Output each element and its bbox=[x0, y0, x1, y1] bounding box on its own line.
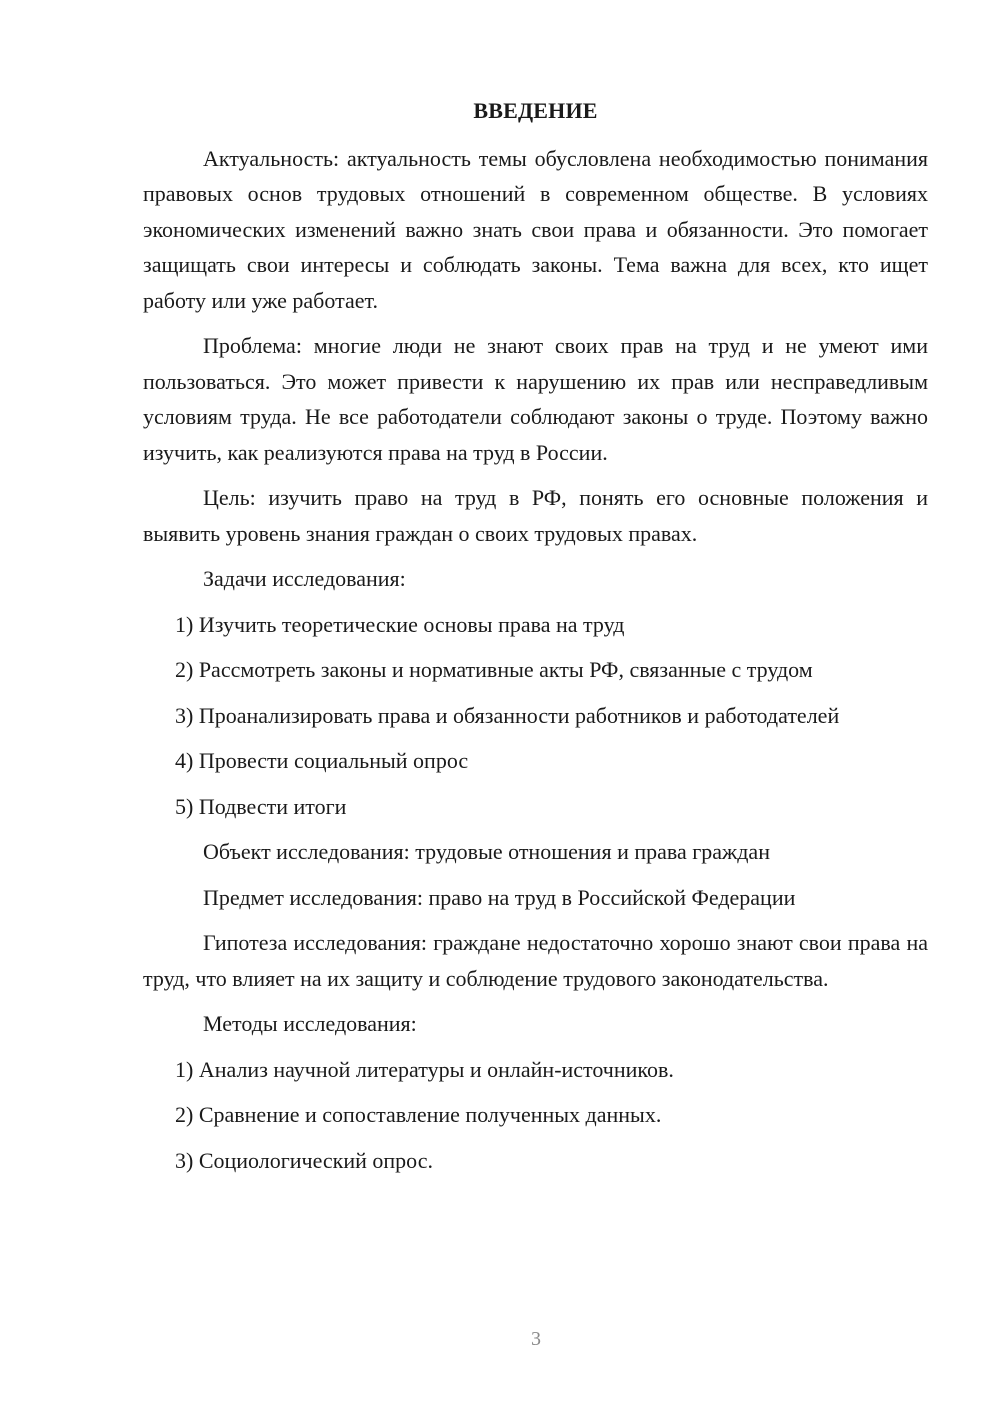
method-item: 1) Анализ научной литературы и онлайн-источников. bbox=[175, 1056, 674, 1082]
document-body bbox=[143, 93, 928, 1188]
methods-heading: Методы исследования: bbox=[203, 1011, 417, 1036]
research-subject: Предмет исследования: право на труд в Российской Федерации bbox=[203, 884, 796, 910]
paragraph-goal: Цель: изучить право на труд в РФ, понять его основные положения и выявить уровень знания граждан о своих трудовых правах. bbox=[143, 485, 928, 546]
section-title: ВВЕДЕНИЕ bbox=[473, 98, 598, 123]
method-item: 2) Сравнение и сопоставление полученных данных. bbox=[175, 1102, 662, 1127]
page-number: 3 bbox=[531, 1328, 541, 1350]
paragraph-hypothesis: Гипотеза исследования: граждане недостаточно хорошо знают свои права на труд, что влияет на их защиту и соблюдение трудового законодательства. bbox=[143, 930, 928, 991]
research-object: Объект исследования: трудовые отношения и права граждан bbox=[203, 839, 770, 864]
method-item: 3) Социологический опрос. bbox=[175, 1147, 433, 1173]
task-item: 5) Подвести итоги bbox=[175, 793, 347, 819]
tasks-heading: Задачи исследования: bbox=[203, 566, 406, 591]
task-item: 4) Провести социальный опрос bbox=[175, 748, 469, 773]
task-item: 3) Проанализировать права и обязанности работников и работодателей bbox=[175, 702, 840, 728]
paragraph-problem: Проблема: многие люди не знают своих прав на труд и не умеют ими пользоваться. Это может привести к нарушению их прав или несправедливым условиям труда. Не все работодатели соблюдают законы о труде. Поэтому важно изучить, как реализуются права на труд в России. bbox=[143, 333, 928, 465]
paragraph-relevance: Актуальность: актуальность темы обусловлена необходимостью понимания правовых основ трудовых отношений в современном обществе. В условиях экономических изменений важно знать свои права и обязанности. Это помогает защищать свои интересы и соблюдать законы. Тема важна для всех, кто ищет работу или уже работает. bbox=[143, 145, 928, 313]
task-item: 1) Изучить теоретические основы права на труд bbox=[175, 611, 625, 637]
task-item: 2) Рассмотреть законы и нормативные акты РФ, связанные с трудом bbox=[175, 657, 813, 682]
